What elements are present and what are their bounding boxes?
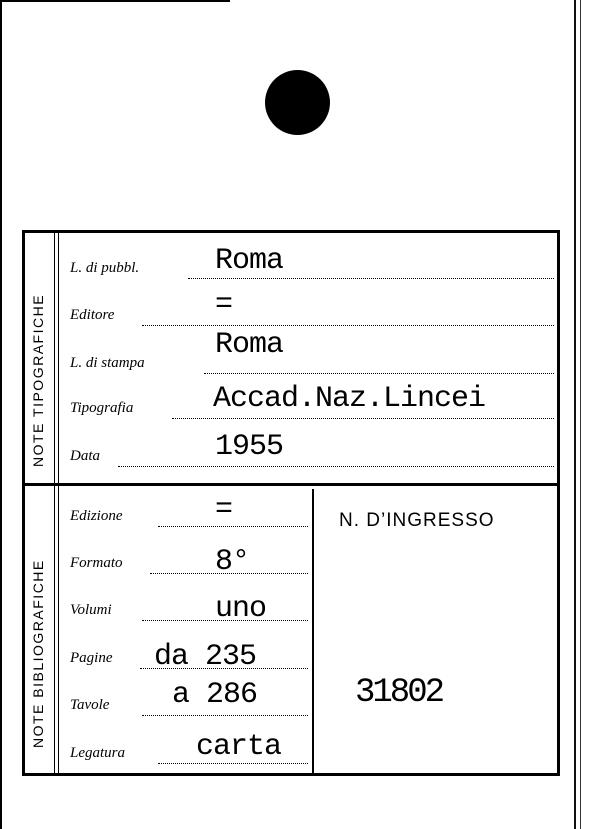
value-pagine: da 235 — [154, 640, 257, 674]
dots-editore — [142, 325, 554, 326]
section-label-bibliographic: NOTE BIBLIOGRAFICHE — [30, 559, 46, 748]
card-right-edge — [574, 0, 576, 829]
value-edizione: = — [215, 493, 233, 527]
value-formato: 8° — [215, 545, 250, 579]
value-tipografia: Accad.Naz.Lincei — [213, 382, 486, 416]
value-tavole: a 286 — [172, 678, 258, 712]
label-formato: Formato — [70, 555, 123, 571]
dots-edizione — [158, 526, 308, 527]
label-edizione: Edizione — [70, 508, 123, 524]
ingresso-label: N. D’INGRESSO — [339, 510, 495, 531]
value-luogo-stampa: Roma — [215, 328, 284, 362]
dots-luogo-stampa — [204, 373, 554, 374]
dots-tavole — [142, 715, 308, 716]
label-volumi: Volumi — [70, 602, 112, 618]
card-left-edge — [0, 0, 2, 829]
card-top-edge — [0, 0, 230, 2]
label-legatura: Legatura — [70, 745, 126, 761]
section-label-typographic: NOTE TIPOGRAFICHE — [30, 293, 46, 467]
side-label-divider — [54, 233, 59, 773]
value-data: 1955 — [215, 430, 284, 464]
dots-tipografia — [172, 418, 554, 419]
punch-hole — [265, 70, 330, 135]
dots-luogo-pubblicazione — [188, 278, 554, 279]
ingresso-divider — [312, 489, 314, 773]
label-editore: Editore — [70, 307, 115, 323]
label-luogo-stampa: L. di stampa — [70, 355, 145, 371]
value-legatura: carta — [196, 730, 282, 764]
label-pagine: Pagine — [70, 650, 113, 666]
ingresso-number: 31802 — [355, 674, 443, 712]
label-tipografia: Tipografia — [70, 400, 134, 416]
dots-data — [118, 466, 554, 467]
section-divider — [22, 483, 560, 486]
label-luogo-pubblicazione: L. di pubbl. — [70, 260, 140, 276]
value-editore: = — [215, 288, 233, 322]
value-volumi: uno — [215, 592, 267, 626]
label-tavole: Tavole — [70, 697, 110, 713]
label-data: Data — [70, 448, 100, 464]
value-luogo-pubblicazione: Roma — [215, 244, 284, 278]
card-right-edge-shadow — [580, 0, 581, 829]
